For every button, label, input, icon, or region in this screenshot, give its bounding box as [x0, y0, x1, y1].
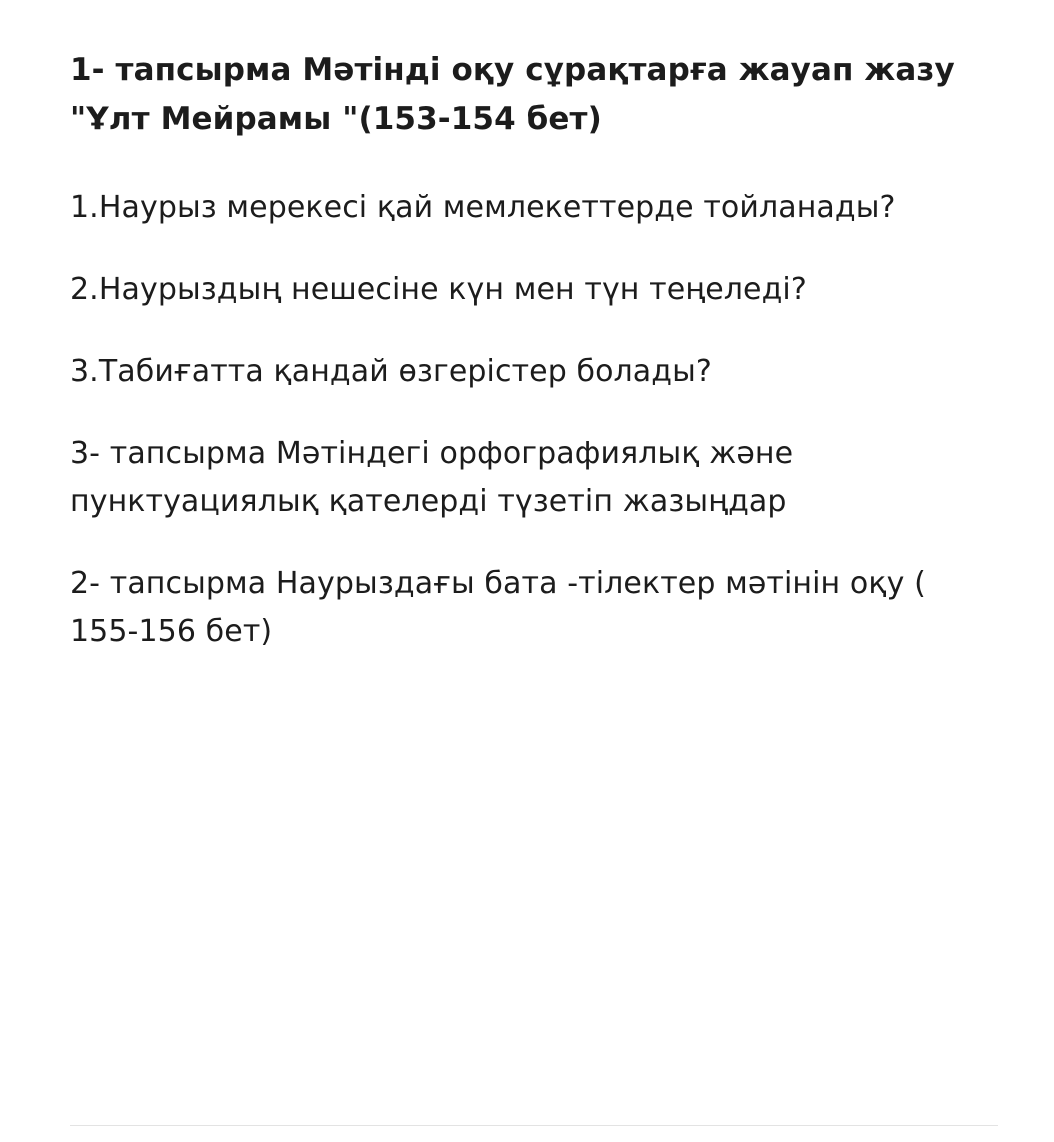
page-title: 1- тапсырма Мәтінді оқу сұрақтарға жауап жазу "Ұлт Мейрамы "(153-154 бет) [70, 52, 955, 137]
question-2: 2.Наурыздың нешесіне күн мен түн теңеледі? [70, 271, 807, 307]
section-divider [70, 1125, 998, 1126]
task-3: 3- тапсырма Мәтіндегі орфографиялық және пунктуациялық қателерді түзетіп жазыңдар [70, 435, 794, 519]
question-3: 3.Табиғатта қандай өзгерістер болады? [70, 353, 712, 389]
task-2: 2- тапсырма Наурыздағы бата -тілектер мәтінін оқу ( 155-156 бет) [70, 565, 926, 649]
question-1: 1.Наурыз мерекесі қай мемлекеттерде тойланады? [70, 189, 896, 225]
